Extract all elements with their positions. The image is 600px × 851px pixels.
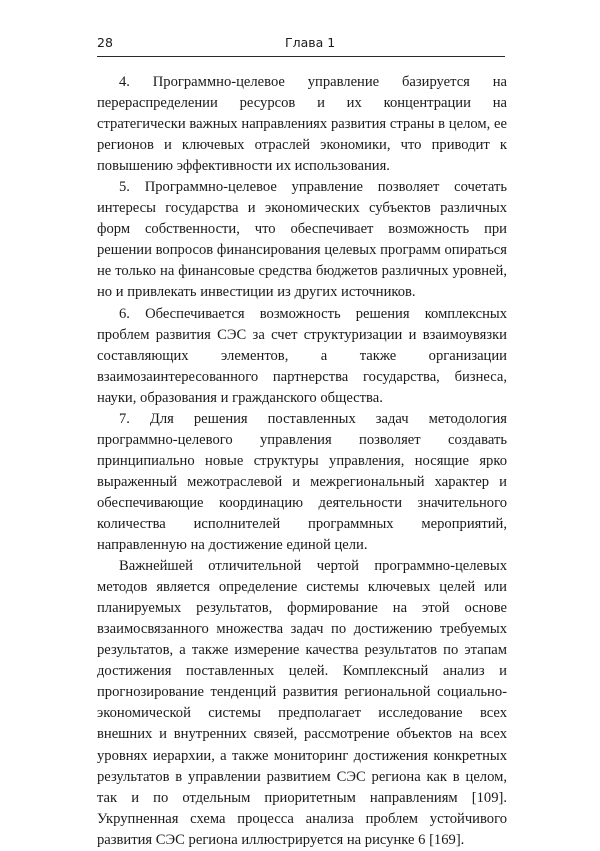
paragraph-item-7: 7. Для решения поставленных задач методология программно-целевого управления позволяет создавать принципиально новые структуры управления, носящие ярко выраженный межотраслевой и межрегиональный характер и обеспечивающие координацию деятельности значительного количества исполнителей программных мероприятий, направленную на достижение единой цели. xyxy=(97,410,507,554)
paragraph-item-5: 5. Программно-целевое управление позволяет сочетать интересы государства и экономических субъектов различных форм собственности, что обеспечивает возможность при решении вопросов финансирования целевых программ опираться не только на финансовые средства бюджетов различных уровней, но и привлекать инвестиции из других источников. xyxy=(97,179,507,301)
chapter-title: Глава 1 xyxy=(285,35,336,50)
running-head xyxy=(97,34,507,54)
paragraph-item-6: 6. Обеспечивается возможность решения комплексных проблем развития СЭС за счет структуризации и взаимоувязки составляющих элементов, а также организации взаимозаинтересованного партнерства государства, бизнеса, науки, образования и гражданского общества. xyxy=(97,305,507,406)
body-text xyxy=(97,72,507,851)
page-number: 28 xyxy=(97,35,113,50)
header-rule xyxy=(97,56,505,57)
paragraph-methods: Важнейшей отличительной чертой программно-целевых методов является определение системы ключевых целей или планируемых результатов, формирование на этой основе взаимосвязанного множества задач по достижению требуемых результатов, а также измерение качества результатов по этапам достижения поставленных целей. Комплексный анализ и прогнозирование тенденций развития региональной социально-экономической системы предполагает исследование всех внешних и внутренних связей, рассмотрение объектов на всех уровнях иерархии, а также мониторинг достижения конкретных результатов в управлении развитием СЭС региона как в целом, так и по отдельным приоритетным направлениям [109]. Укрупненная схема процесса анализа проблем устойчивого развития СЭС региона иллюстрируется на рисунке 6 [169]. xyxy=(97,558,507,848)
paragraph-item-4: 4. Программно-целевое управление базируется на перераспределении ресурсов и их концентрации на стратегически важных направлениях развития страны в целом, ее регионов и ключевых отраслей экономики, что приводит к повышению эффективности их использования. xyxy=(97,74,507,175)
